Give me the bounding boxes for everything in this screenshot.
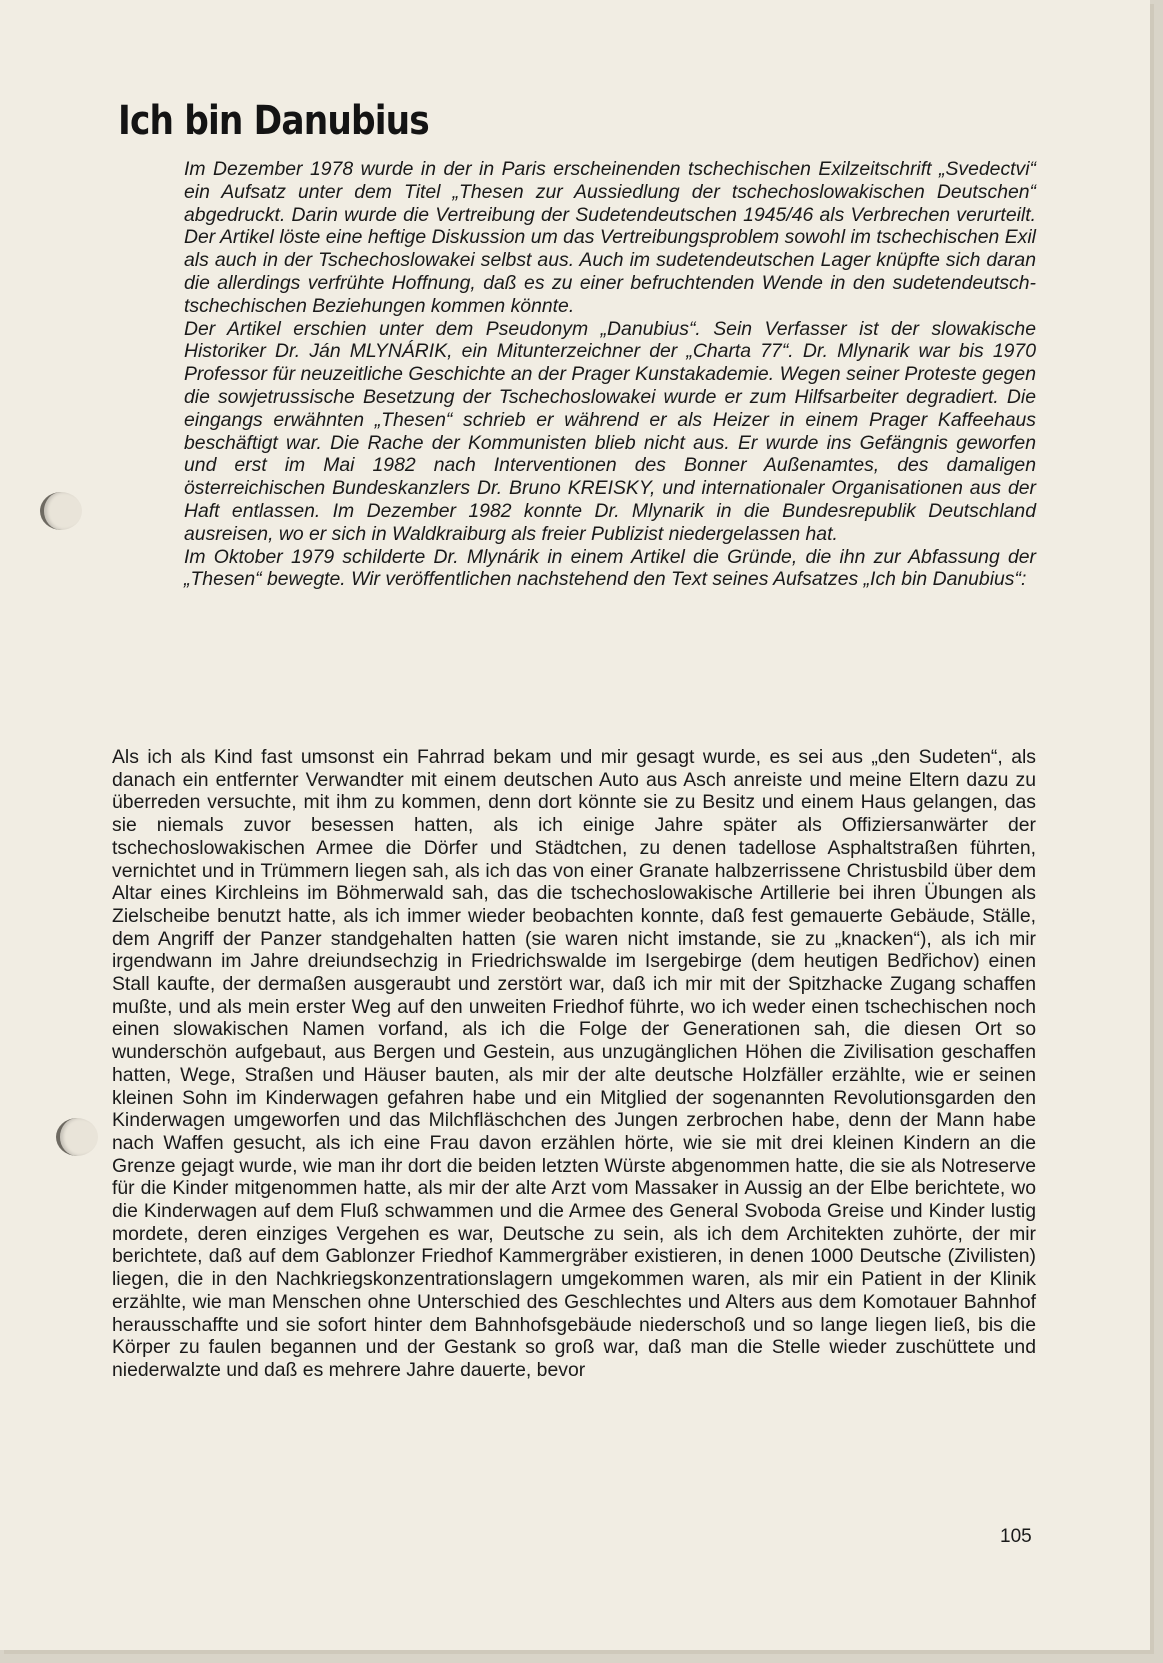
- punch-hole: [40, 492, 82, 530]
- intro-paragraph: Im Oktober 1979 schilderte Dr. Mlynárik in einem Artikel die Gründe, die ihn zur Abfassung der „Thesen“ bewegte. Wir veröffentlichen nachstehend den Text seines Aufsatzes „Ich bin Danubius“:: [184, 545, 1036, 591]
- intro-paragraph: Der Artikel erschien unter dem Pseudonym „Danubius“. Sein Verfasser ist der slowakische Historiker Dr. Ján MLYNÁRIK, ein Mitunterzeichner der „Charta 77“. Dr. Mlynarik war bis 1970 Professor für neuzeitliche Geschichte an der Prager Kunstakademie. Wegen seiner Proteste gegen die sowjetrussische Besetzung der Tschechoslowakei wurde er zum Hilfsarbeiter degradiert. Die eingangs erwähnten „Thesen“ schrieb er während er als Heizer in einem Prager Kaffeehaus beschäftigt war. Die Rache der Kommunisten blieb nicht aus. Er wurde ins Gefängnis geworfen und erst im Mai 1982 nach Interventionen des Bonner Außenamtes, des damaligen österreichischen Bundeskanzlers Dr. Bruno KREISKY, und internationaler Organisationen aus der Haft entlassen. Im Dezember 1982 konnte Dr. Mlynarik in die Bundesrepublik Deutschland ausreisen, wo er sich in Waldkraiburg als freier Publizist niedergelassen hat.: [184, 317, 1036, 545]
- page-number: 105: [1000, 1526, 1032, 1547]
- body-text: [112, 746, 1036, 1382]
- punch-hole: [56, 1118, 98, 1156]
- article-title: Ich bin Danubius: [118, 98, 429, 144]
- body-paragraph: Als ich als Kind fast umsonst ein Fahrrad bekam und mir gesagt wurde, es sei aus „den Sudeten“, als danach ein entfernter Verwandter mit einem deutschen Auto aus Asch anreiste und meine Eltern dazu zu überreden versuchte, mit ihm zu kommen, denn dort könnte sie zu Besitz und einem Haus gelangen, das sie niemals zuvor besessen hatten, als ich einige Jahre später als Offiziersanwärter der tschechoslowakischen Armee die Dörfer und Städtchen, zu denen tadellose Asphaltstraßen führten, vernichtet und in Trümmern liegen sah, als ich das von einer Granate halbzerrissene Christusbild über dem Altar eines Kirchleins im Böhmerwald sah, das die tschechoslowakische Artillerie bei ihren Übungen als Zielscheibe benutzt hatte, als ich immer wieder beobachten konnte, daß fest gemauerte Gebäude, Ställe, dem Angriff der Panzer standgehalten hatten (sie waren nicht imstande, sie zu „knacken“), als ich mir irgendwann im Jahre dreiundsechzig in Friedrichswalde im Isergebirge (dem heutigen Bedřichov) einen Stall kaufte, der dermaßen ausgeraubt und zerstört war, daß ich mir mit der Spitzhacke Zugang schaffen mußte, und als mein erster Weg auf den unweiten Friedhof führte, wo ich weder einen tschechischen noch einen slowakischen Namen vorfand, als ich die Folge der Generationen sah, die diesen Ort so wunderschön aufgebaut, aus Bergen und Gestein, aus unzugänglichen Höhen die Zivilisation geschaffen hatten, Wege, Straßen und Häuser bauten, als mir der alte deutsche Holzfäller erzählte, wie er seinen kleinen Sohn im Kinderwagen gefahren habe und ein Mitglied der sogenannten Revolutionsgarden den Kinderwagen umgeworfen und das Milchfläschchen des Jungen zerbrochen habe, denn der Mann habe nach Waffen gesucht, als ich eine Frau davon erzählen hörte, wie sie mit drei kleinen Kindern an die Grenze gejagt wurde, wie man ihr dort die beiden letzten Würste abgenommen hatte, die sie als Notreserve für die Kinder mitgenommen hatte, als mir der alte Arzt vom Massaker in Aussig an der Elbe berichtete, wo die Kinderwagen auf dem Fluß schwammen und die Armee des General Svoboda Greise und Kinder lustig mordete, deren einziges Vergehen es war, Deutsche zu sein, als ich dem Architekten zuhörte, der mir berichtete, daß auf dem Gablonzer Friedhof Kammergräber existieren, in denen 1000 Deutsche (Zivilisten) liegen, die in den Nachkriegskonzentrationslagern umgekommen waren, als mir ein Patient in der Klinik erzählte, wie man Menschen ohne Unterschied des Geschlechtes und Alters aus dem Komotauer Bahnhof herausschaffte und sie sofort hinter dem Bahnhofsgebäude niederschoß und so lange liegen ließ, bis die Körper zu faulen begannen und der Gestank so groß war, daß man die Stelle wieder zuschüttete und niederwalzte und daß es mehrere Jahre dauerte, bevor: [112, 746, 1036, 1381]
- intro-paragraph: Im Dezember 1978 wurde in der in Paris erscheinenden tschechischen Exilzeitschrift „Svedectvi“ ein Aufsatz unter dem Titel „Thesen zur Aussiedlung der tschechoslowakischen Deutschen“ abgedruckt. Darin wurde die Vertreibung der Sudetendeutschen 1945/46 als Verbrechen verurteilt. Der Artikel löste eine heftige Diskussion um das Vertreibungsproblem sowohl im tschechischen Exil als auch in der Tschechoslowakei selbst aus. Auch im sudetendeutschen Lager knüpfte sich daran die allerdings verfrühte Hoffnung, daß es zu einer befruchtenden Wende in den sudetendeutsch-tschechischen Beziehungen kommen könnte.: [184, 158, 1036, 317]
- intro-text: [184, 158, 1036, 591]
